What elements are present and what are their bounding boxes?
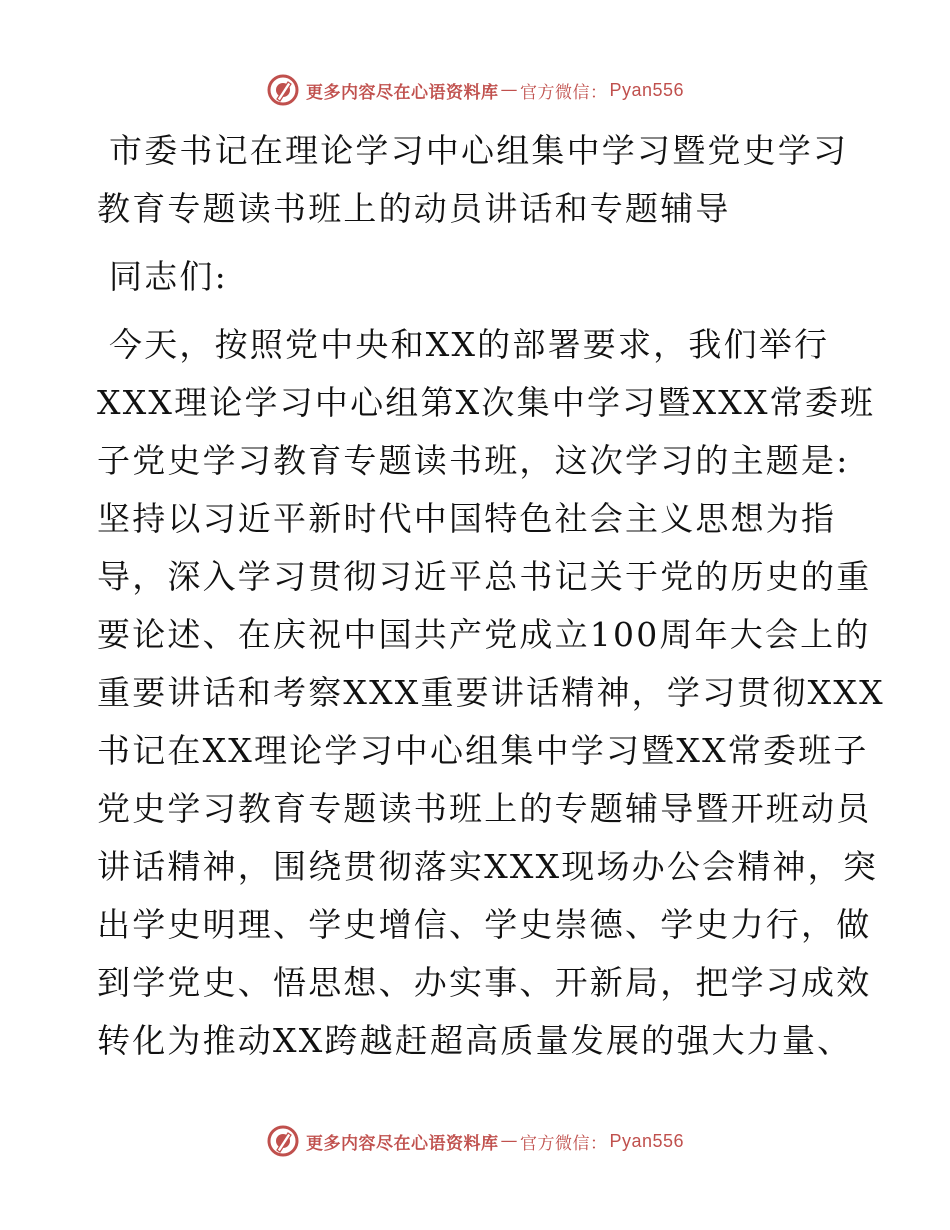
- watermark-separator: —: [500, 80, 518, 100]
- paragraph-line: 今天，按照党中央和XX的部署要求，我们举行: [109, 325, 830, 364]
- watermark-label: 官方微信：: [519, 1133, 608, 1154]
- paragraph-line: XXX理论学习中心组第X次集中学习暨XXX常委班: [97, 383, 876, 422]
- watermark-brand: 更多内容尽在心语资料库: [305, 82, 499, 103]
- paragraph-line: 书记在XX理论学习中心组集中学习暨XX常委班子: [97, 731, 869, 770]
- title-line: 教育专题读书班上的动员讲话和专题辅导: [97, 189, 731, 228]
- paragraph-line: 子党史学习教育专题读书班，这次学习的主题是:: [97, 441, 850, 480]
- document-title: [97, 122, 857, 238]
- title-line: 市委书记在理论学习中心组集中学习暨党史学习: [109, 131, 849, 170]
- logo-icon: [266, 1124, 300, 1158]
- paragraph-line: 转化为推动XX跨越赶超高质量发展的强大力量、: [97, 1021, 853, 1060]
- document-body: [97, 122, 885, 1070]
- paragraph-line: 坚持以习近平新时代中国特色社会主义思想为指: [97, 499, 837, 538]
- watermark-id: Pyan556: [609, 79, 685, 100]
- watermark-header: [0, 70, 950, 110]
- body-paragraph: [97, 316, 885, 1070]
- watermark-label: 官方微信：: [519, 82, 608, 103]
- watermark-footer: [0, 1121, 950, 1161]
- paragraph-line: 到学党史、悟思想、办实事、开新局，把学习成效: [97, 963, 872, 1002]
- paragraph-line: 党史学习教育专题读书班上的专题辅导暨开班动员: [97, 789, 872, 828]
- watermark-brand: 更多内容尽在心语资料库: [305, 1133, 499, 1154]
- watermark-separator: —: [500, 1131, 518, 1151]
- watermark-id: Pyan556: [609, 1130, 685, 1151]
- paragraph-line: 重要讲话和考察XXX重要讲话精神，学习贯彻XXX: [97, 673, 885, 712]
- paragraph-line: 导，深入学习贯彻习近平总书记关于党的历史的重: [97, 557, 872, 596]
- logo-icon: [266, 73, 300, 107]
- paragraph-line: 讲话精神，围绕贯彻落实XXX现场办公会精神，突: [97, 847, 879, 886]
- paragraph-line: 出学史明理、学史增信、学史崇德、学史力行，做: [97, 905, 872, 944]
- paragraph-line: 要论述、在庆祝中国共产党成立100周年大会上的: [97, 615, 871, 654]
- salutation: 同志们:: [109, 257, 228, 296]
